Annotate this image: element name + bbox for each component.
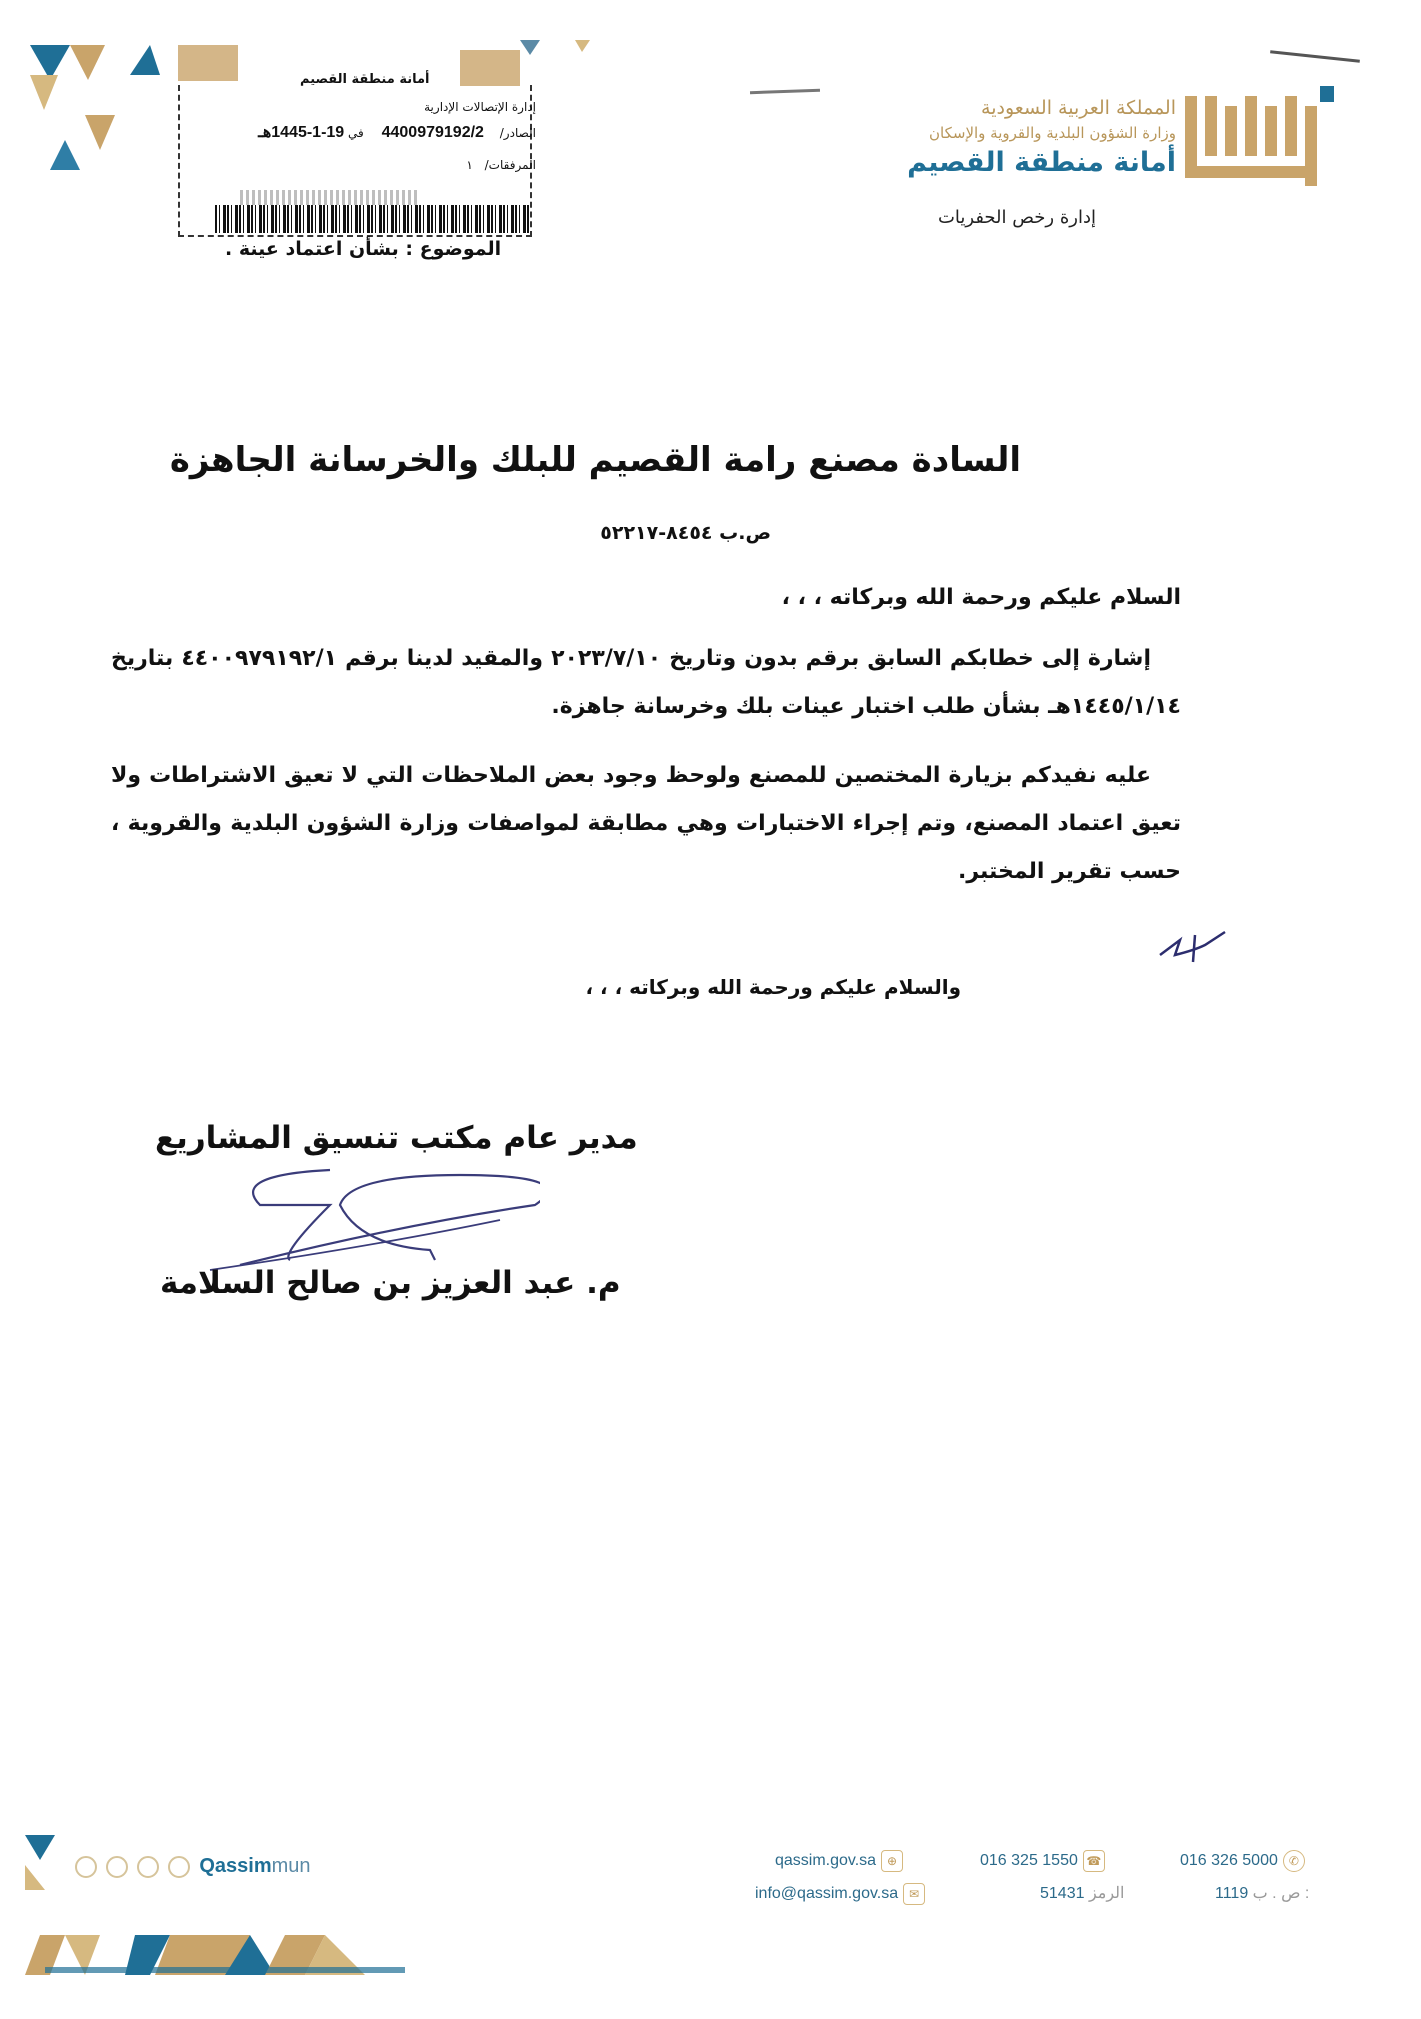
pobox-value: 1119 (1215, 1885, 1249, 1902)
phone-icon: ✆ (1283, 1850, 1305, 1872)
footer-postal (1040, 1883, 1125, 1903)
youtube-icon[interactable] (137, 1856, 159, 1878)
stamp-date-label: في (348, 126, 364, 140)
envelope-icon: ✉ (903, 1883, 925, 1905)
stamp-date-value: 19-1-1445هـ (258, 124, 345, 141)
instagram-icon[interactable] (75, 1856, 97, 1878)
postal-code: 51431 (1040, 1885, 1085, 1902)
decorative-triangles-top (30, 40, 170, 180)
scan-mark (1270, 50, 1360, 62)
letterhead (756, 95, 1176, 181)
kingdom-name: المملكة العربية السعودية (981, 97, 1176, 119)
decorative-triangles-top-right (520, 40, 600, 70)
stamp-outgoing-number: 4400979192/2 (381, 124, 484, 141)
stamp-logo-right (460, 50, 520, 86)
subject-line: الموضوع : بشأن اعتماد عينة . (225, 238, 502, 260)
qassim-amanah-logo (1185, 86, 1335, 186)
postal-label: الرمز (1088, 1885, 1125, 1902)
initials-mark (1155, 920, 1235, 965)
handle-bold: Qassim (199, 1855, 272, 1877)
stamp-attachments-value: ١ (466, 158, 473, 172)
barcode (215, 205, 530, 233)
signatory-name: م. عبد العزيز بن صالح السلامة (160, 1265, 621, 1301)
stamp-attachments-row (466, 158, 536, 172)
stamp-logo-left (178, 45, 238, 81)
footer-website[interactable] (775, 1850, 903, 1872)
recipient: السادة مصنع رامة القصيم للبلك والخرسانة الجاهزة (169, 440, 1021, 480)
fax-text: 016 325 1550 (980, 1852, 1078, 1870)
stamp-outgoing-label: الصادر/ (499, 126, 536, 140)
department-name: إدارة رخص الحفريات (937, 207, 1096, 228)
email-text: info@qassim.gov.sa (755, 1885, 899, 1903)
footer-pobox (1215, 1883, 1309, 1903)
footer-phone (1180, 1850, 1305, 1872)
paragraph-findings: عليه نفيدكم بزيارة المختصين للمصنع ولوحظ وجود بعض الملاحظات التي لا تعيق الاشتراطات ولا تعيق اعتماد المصنع، وتم إجراء الاختبارات وهي مطابقة لمواصفات وزارة الشؤون البلدية والقروية ، حسب تقرير المختبر. (111, 763, 1181, 884)
social-bar (75, 1855, 311, 1878)
footer-triangle-band (25, 1935, 445, 1975)
footer-fax (980, 1850, 1105, 1872)
amanah-name: أمانة منطقة القصيم (907, 147, 1176, 178)
twitter-icon[interactable] (106, 1856, 128, 1878)
stamp-office: إدارة الإتصالات الإدارية (424, 100, 536, 114)
phone-text: 016 326 5000 (1180, 1852, 1278, 1870)
social-handle[interactable] (199, 1855, 310, 1877)
scan-mark (750, 89, 820, 94)
signatory-title: مدير عام مكتب تنسيق المشاريع (155, 1120, 638, 1156)
globe-icon: ⊕ (881, 1850, 903, 1872)
handle-light: mun (271, 1855, 311, 1877)
footer-email[interactable] (755, 1883, 925, 1905)
stamp-outgoing-row (258, 122, 536, 142)
pobox-label: ص . ب : (1252, 1885, 1310, 1902)
closing-greeting: والسلام عليكم ورحمة الله وبركاته ، ، ، (585, 975, 961, 999)
greeting: السلام عليكم ورحمة الله وبركاته ، ، ، (781, 585, 1181, 610)
ministry-name: وزارة الشؤون البلدية والقروية والإسكان (929, 124, 1176, 142)
stamp-attachments-label: المرفقات/ (484, 158, 536, 172)
footer-triangle-side (25, 1835, 55, 1895)
website-text: qassim.gov.sa (775, 1852, 877, 1870)
recipient-po-box: ص.ب ٨٤٥٤-٥٢٢١٧ (600, 522, 771, 544)
fax-icon: ☎ (1083, 1850, 1105, 1872)
paragraph-reference: إشارة إلى خطابكم السابق برقم بدون وتاريخ ٢٠٢٣/٧/١٠ والمقيد لدينا برقم ٤٤٠٠٩٧٩١٩٢/١ بتاريخ ١٤٤٥/١/١٤هـ بشأن طلب اختبار عينات بلك وخرسانة جاهزة. (111, 646, 1181, 719)
handwritten-signature (200, 1165, 540, 1275)
snapchat-icon[interactable] (168, 1856, 190, 1878)
stamp-title: أمانة منطقة القصيم (300, 72, 430, 87)
